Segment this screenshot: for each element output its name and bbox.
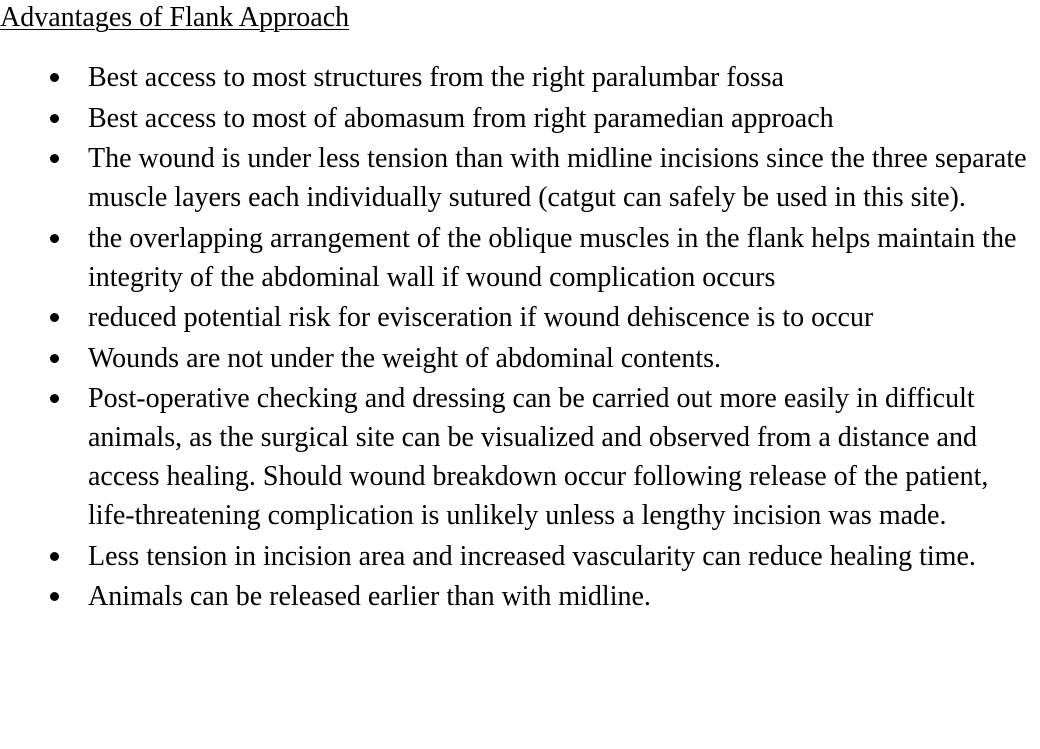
- list-item: [0, 139, 1030, 217]
- list-item-text: reduced potential risk for evisceration if wound dehiscence is to occur: [88, 302, 874, 333]
- list-item-text: the overlapping arrangement of the oblique muscles in the flank helps maintain the integrity of the abdominal wall if wound complication occurs: [88, 222, 1017, 293]
- list-item-text: Best access to most structures from the right paralumbar fossa: [88, 62, 784, 93]
- bullet-icon: [50, 552, 59, 561]
- bullet-icon: [50, 73, 59, 82]
- list-item: [0, 537, 1030, 576]
- advantages-list: [0, 58, 1030, 618]
- list-item: [0, 577, 1030, 616]
- list-item-text: Wounds are not under the weight of abdominal contents.: [88, 342, 722, 374]
- list-item-text: Best access to most of abomasum from right paramedian approach: [88, 102, 834, 134]
- list-item: [0, 339, 1030, 378]
- document-heading: Advantages of Flank Approach: [0, 2, 350, 33]
- list-item-text: Less tension in incision area and increased vascularity can reduce healing time.: [88, 540, 976, 572]
- list-item-text: Animals can be released earlier than with midline.: [88, 581, 651, 612]
- list-item: [0, 58, 1030, 97]
- bullet-icon: [50, 114, 59, 123]
- bullet-icon: [50, 313, 59, 322]
- list-item: [0, 379, 1030, 535]
- list-item-text: Post-operative checking and dressing can be carried out more easily in difficult animals, as the surgical site can be visualized and observed from a distance and access healing. Should wound breakdown occur following release of the patient, life-threatening complication is unlikely unless a lengthy incision was made.: [88, 383, 989, 531]
- bullet-icon: [50, 234, 59, 243]
- bullet-icon: [50, 394, 59, 403]
- list-item: [0, 99, 1030, 138]
- list-item-text: The wound is under less tension than with midline incisions since the three separate muscle layers each individually sutured (catgut can safely be used in this site).: [88, 143, 1027, 213]
- list-item: [0, 298, 1030, 337]
- bullet-icon: [50, 154, 59, 163]
- list-item: [0, 219, 1030, 297]
- bullet-icon: [50, 354, 59, 363]
- bullet-icon: [50, 592, 59, 601]
